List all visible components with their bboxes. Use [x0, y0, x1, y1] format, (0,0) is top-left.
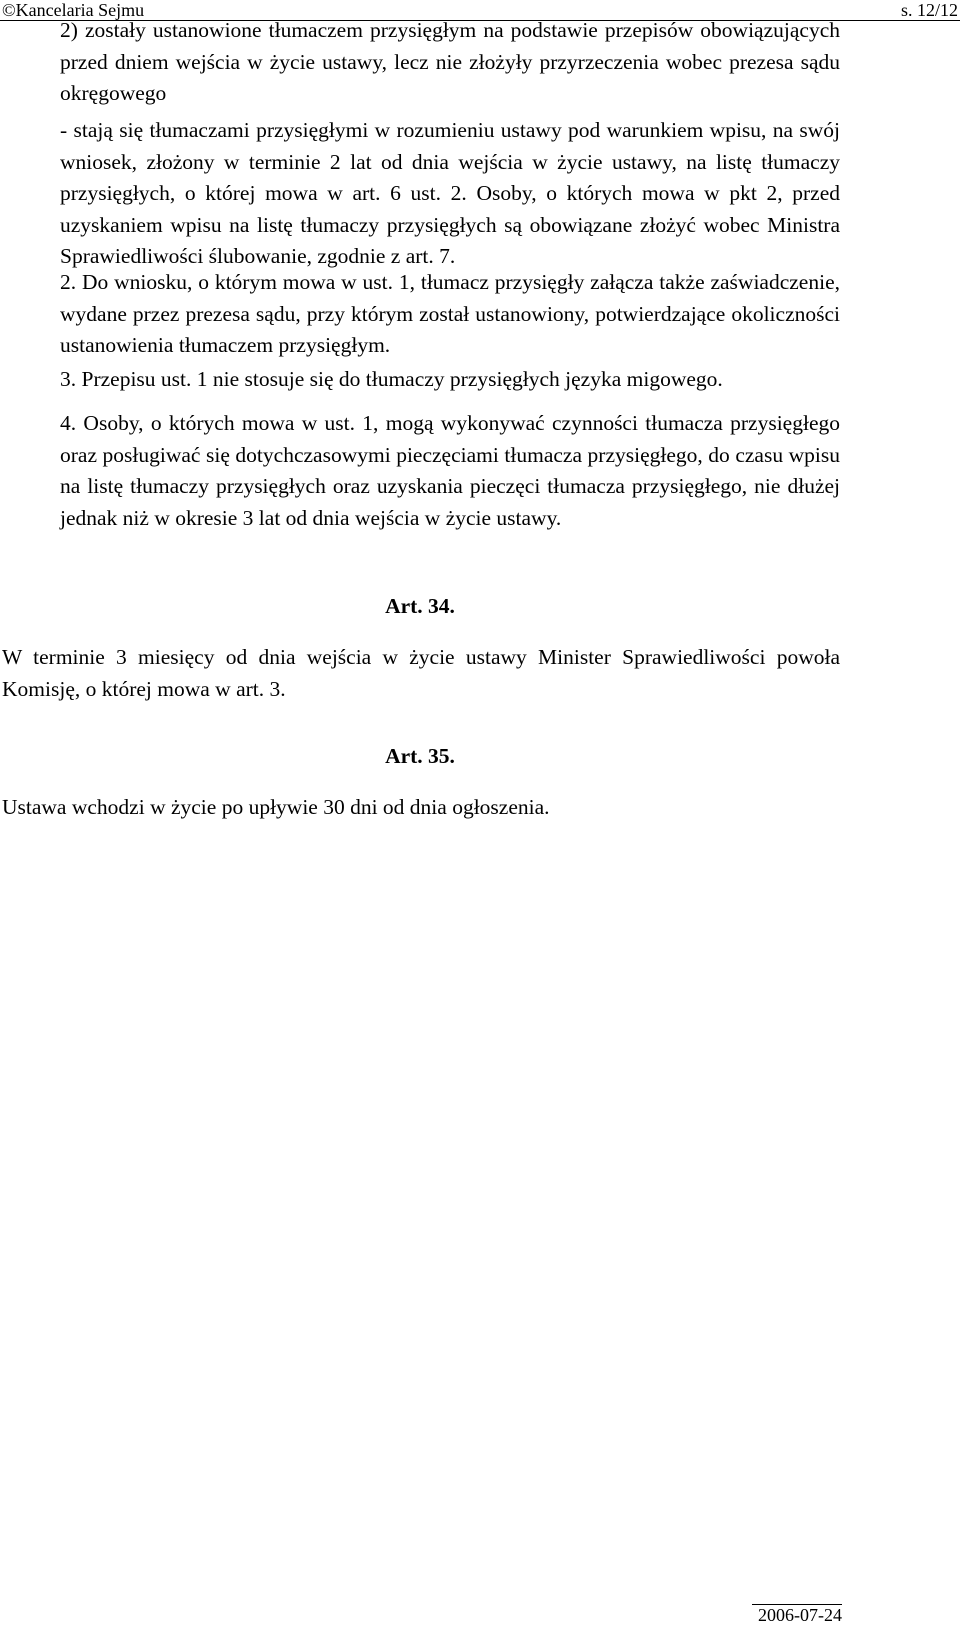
- article-35-text: Ustawa wchodzi w życie po upływie 30 dni od dnia ogłoszenia.: [2, 795, 550, 819]
- paragraph-ust-4: 4. Osoby, o których mowa w ust. 1, mogą wykonywać czynności tłumacza przysięgłego oraz posługiwać się dotychczasowymi pieczęciami tłumacza przysięgłego, do czasu wpisu na listę tłumaczy przysięgłych oraz uzyskania pieczęci tłumacza przysięgłego, nie dłużej jednak niż w okresie 3 lat od dnia wejścia w życie ustawy.: [60, 411, 840, 530]
- footer-date: 2006-07-24: [758, 1605, 842, 1625]
- article-34-heading: Art. 34.: [385, 594, 455, 618]
- paragraph-item-2: 2) zostały ustanowione tłumaczem przysięgłym na podstawie przepisów obowiązujących przed dniem wejścia w życie ustawy, lecz nie złożyły przyrzeczenia wobec prezesa sądu okręgowego: [60, 18, 840, 105]
- paragraph-condition: - stają się tłumaczami przysięgłymi w rozumieniu ustawy pod warunkiem wpisu, na swój wniosek, złożony w terminie 2 lat od dnia wejścia w życie ustawy, na listę tłumaczy przysięgłych, o której mowa w art. 6 ust. 2. Osoby, o których mowa w pkt 2, przed uzyskaniem wpisu na listę tłumaczy przysięgłych są obowiązane złożyć wobec Ministra Sprawiedliwości ślubowanie, zgodnie z art. 7.: [60, 118, 840, 268]
- page-number: s. 12/12: [900, 0, 958, 20]
- source-label: ©Kancelaria Sejmu: [2, 0, 145, 20]
- paragraph-ust-3: 3. Przepisu ust. 1 nie stosuje się do tłumaczy przysięgłych języka migowego.: [60, 367, 723, 391]
- article-34-text: W terminie 3 miesięcy od dnia wejścia w życie ustawy Minister Sprawiedliwości powoła Komisję, o której mowa w art. 3.: [2, 645, 840, 701]
- paragraph-ust-2: 2. Do wniosku, o którym mowa w ust. 1, tłumacz przysięgły załącza także zaświadczenie, wydane przez prezesa sądu, przy którym został ustanowiony, potwierdzające okoliczności ustanowienia tłumaczem przysięgłym.: [60, 270, 840, 357]
- article-35-heading: Art. 35.: [385, 744, 455, 768]
